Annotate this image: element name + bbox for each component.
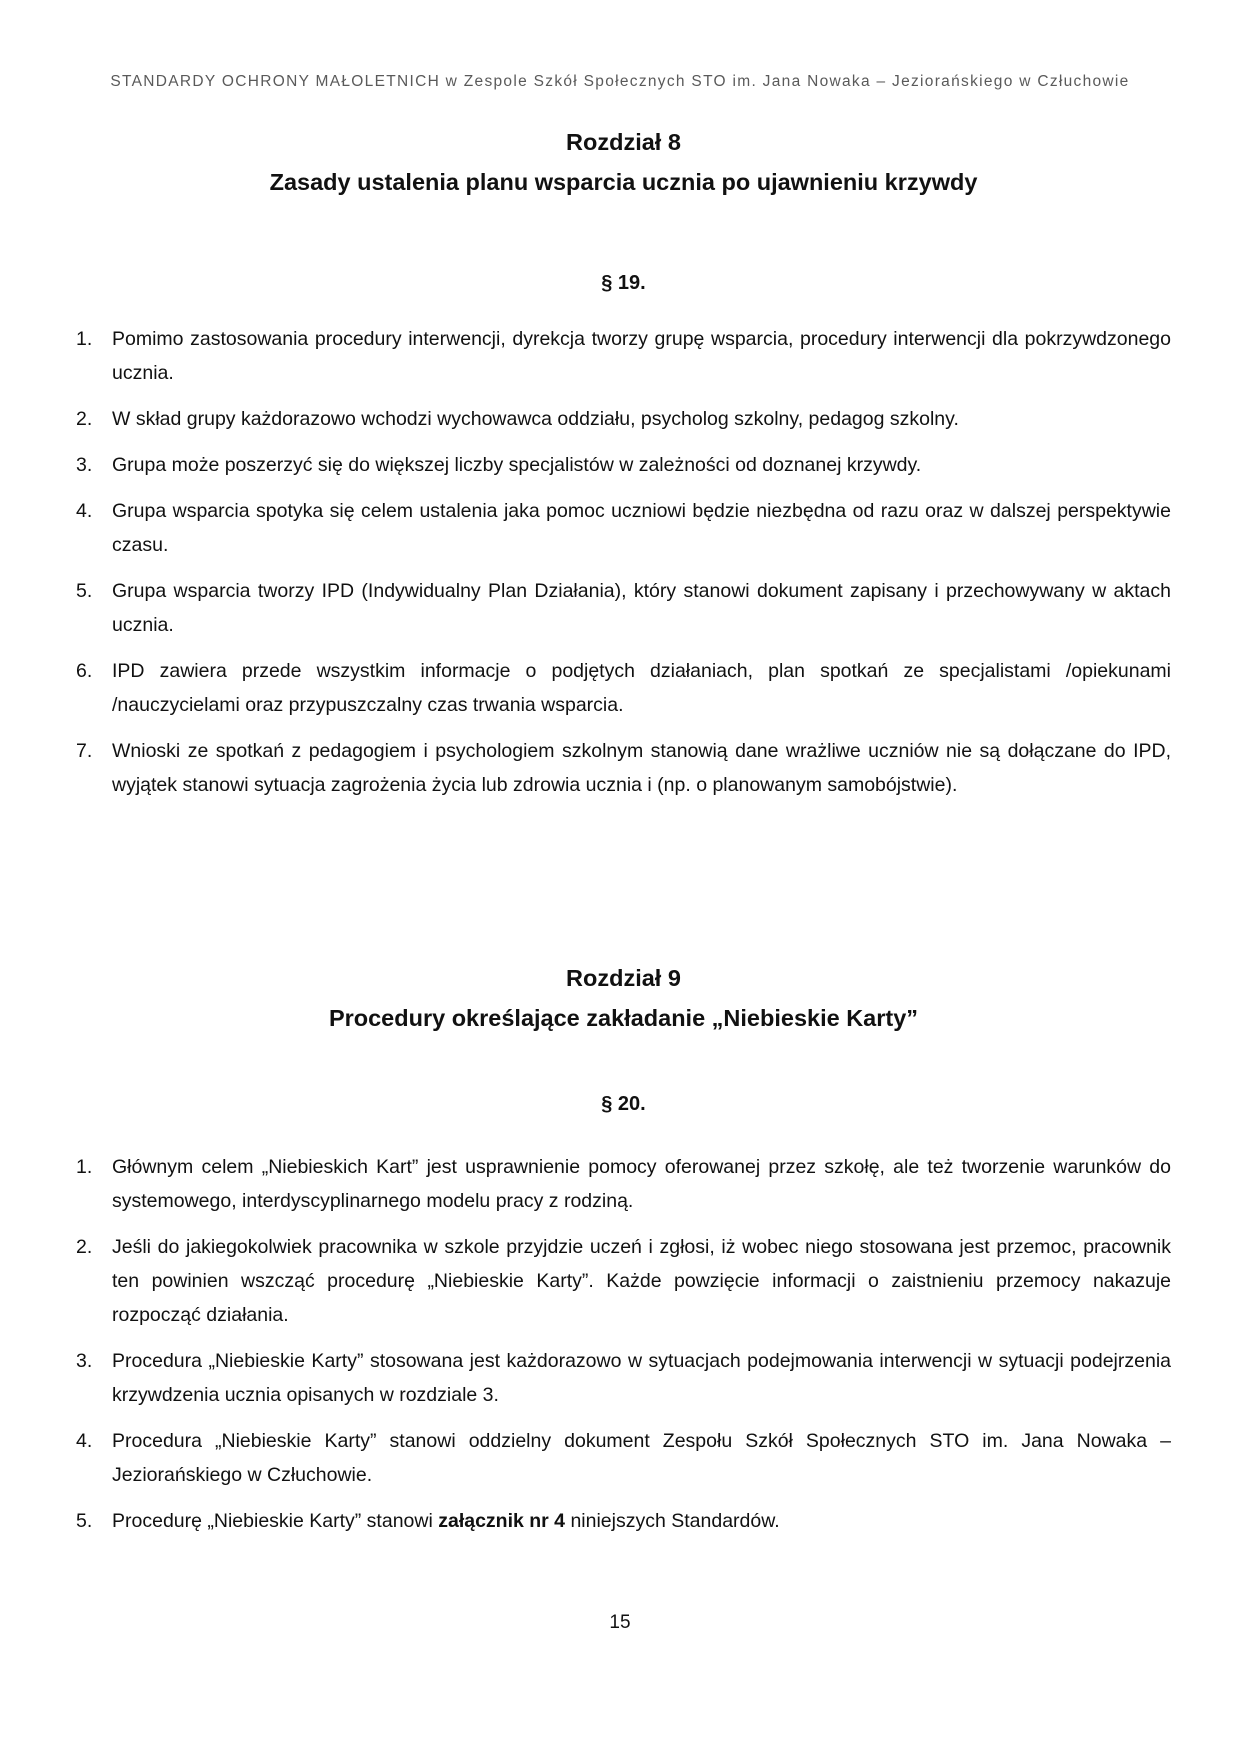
chapter-8-heading <box>76 122 1171 202</box>
paragraph-19-heading <box>76 272 1171 295</box>
chapter-9-heading <box>76 958 1171 1038</box>
running-header: STANDARDY OCHRONY MAŁOLETNICH w Zespole Szkół Społecznych STO im. Jana Nowaka – Jeziorańskiego w Człuchowie <box>110 73 1130 90</box>
paragraph-19-number: § 19. <box>601 272 646 294</box>
list-item: 2. W skład grupy każdorazowo wchodzi wychowawca oddziału, psycholog szkolny, pedagog szkolny. <box>76 408 959 430</box>
list-item: 3. Grupa może poszerzyć się do większej liczby specjalistów w zależności od doznanej krzywdy. <box>76 454 922 476</box>
chapter-8-subtitle: Zasady ustalenia planu wsparcia ucznia po ujawnieniu krzywdy <box>269 169 978 195</box>
paragraph-20-number: § 20. <box>601 1093 646 1115</box>
list-item: 5. Procedurę „Niebieskie Karty” stanowi załącznik nr 4 niniejszych Standardów. <box>76 1510 780 1532</box>
list-item: 7. Wnioski ze spotkań z pedagogiem i psychologiem szkolnym stanowią dane wrażliwe uczniów nie są dołączane do IPD, wyjątek stanowi sytuacja zagrożenia życia lub zdrowia ucznia i (np. o planowanym samobójstwie). <box>76 740 1171 796</box>
page-number: 15 <box>609 1612 631 1633</box>
list-item: 4. Grupa wsparcia spotyka się celem ustalenia jaka pomoc uczniowi będzie niezbędna od razu oraz w dalszej perspektywie czasu. <box>76 500 1171 556</box>
attachment-reference: załącznik nr 4 <box>438 1510 566 1532</box>
chapter-8-title: Rozdział 8 <box>566 129 681 155</box>
list-item: 6. IPD zawiera przede wszystkim informacje o podjętych działaniach, plan spotkań ze specjalistami /opiekunami /nauczycielami oraz przypuszczalny czas trwania wsparcia. <box>76 660 1171 716</box>
list-item: 2. Jeśli do jakiegokolwiek pracownika w szkole przyjdzie uczeń i zgłosi, iż wobec niego stosowana jest przemoc, pracownik ten powinien wszcząć procedurę „Niebieskie Karty”. Każde powzięcie informacji o zaistnieniu przemocy nakazuje rozpocząć działania. <box>76 1236 1171 1326</box>
list-item: 5. Grupa wsparcia tworzy IPD (Indywidualny Plan Działania), który stanowi dokument zapisany i przechowywany w aktach ucznia. <box>76 580 1171 636</box>
list-item: 4. Procedura „Niebieskie Karty” stanowi oddzielny dokument Zespołu Szkół Społecznych STO im. Jana Nowaka – Jeziorańskiego w Człuchowie. <box>76 1430 1171 1486</box>
paragraph-20-heading <box>76 1093 1171 1116</box>
chapter-9-list <box>76 1150 1171 1550</box>
chapter-8-list <box>76 322 1171 814</box>
list-item: 1. Głównym celem „Niebieskich Kart” jest usprawnienie pomocy oferowanej przez szkołę, ale też tworzenie warunków do systemowego, interdyscyplinarnego modelu pracy z rodziną. <box>76 1156 1171 1212</box>
chapter-9-subtitle: Procedury określające zakładanie „Niebieskie Karty” <box>328 1005 919 1031</box>
chapter-9-title: Rozdział 9 <box>566 965 681 991</box>
list-item: 1. Pomimo zastosowania procedury interwencji, dyrekcja tworzy grupę wsparcia, procedury interwencji dla pokrzywdzonego ucznia. <box>76 328 1171 384</box>
list-item: 3. Procedura „Niebieskie Karty” stosowana jest każdorazowo w sytuacjach podejmowania interwencji w sytuacji podejrzenia krzywdzenia ucznia opisanych w rozdziale 3. <box>76 1350 1171 1406</box>
